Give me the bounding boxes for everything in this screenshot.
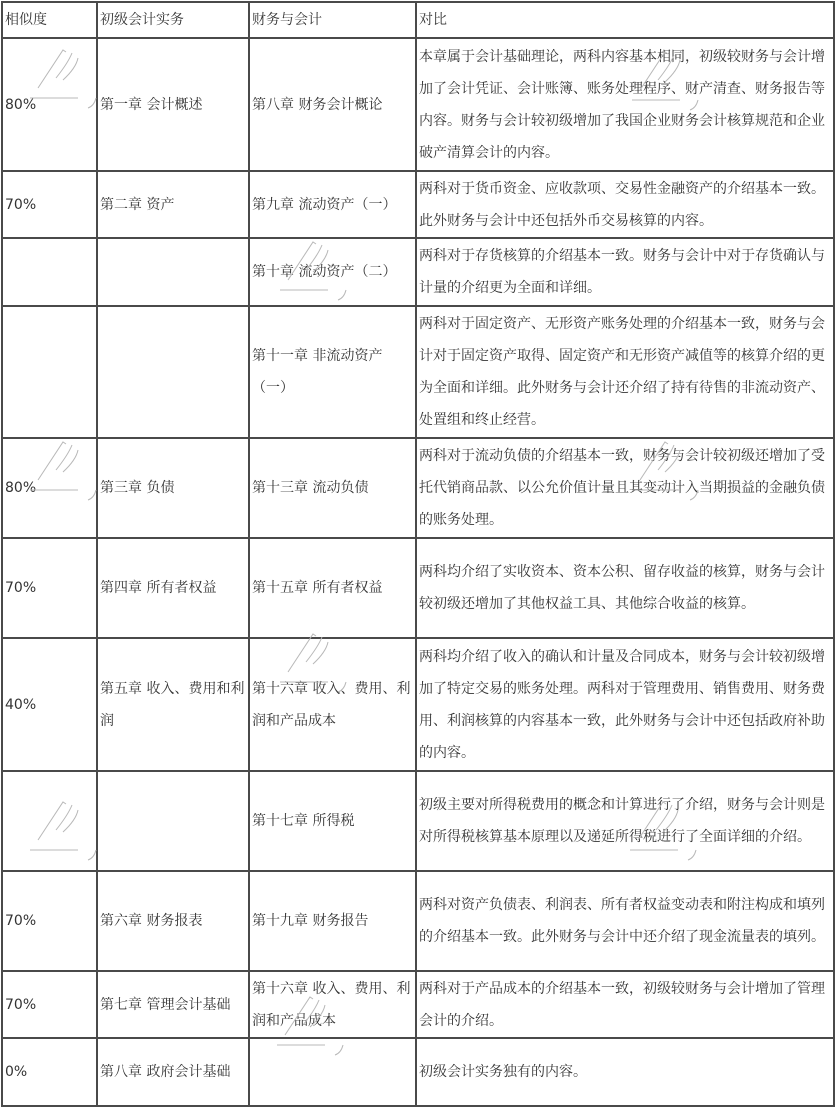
cell-finance: 第八章 财务会计概论 — [249, 38, 416, 171]
cell-junior — [97, 238, 249, 306]
cell-comparison: 初级主要对所得税费用的概念和计算进行了介绍，财务与会计则是对所得税核算基本原理以及递延所得税进行了全面详细的介绍。 — [416, 771, 834, 871]
table-row — [2, 638, 834, 771]
cell-junior: 第六章 财务报表 — [97, 871, 249, 971]
table-row — [2, 871, 834, 971]
cell-finance: 第十六章 收入、费用、利润和产品成本 — [249, 971, 416, 1038]
cell-comparison: 本章属于会计基础理论，两科内容基本相同，初级较财务与会计增加了会计凭证、会计账簿、账务处理程序、财产清查、财务报告等内容。财务与会计较初级增加了我国企业财务会计核算规范和企业破产清算会计的内容。 — [416, 38, 834, 171]
cell-similarity: 40% — [2, 638, 97, 771]
cell-junior: 第五章 收入、费用和利润 — [97, 638, 249, 771]
cell-comparison: 两科均介绍了收入的确认和计量及合同成本，财务与会计较初级增加了特定交易的账务处理。两科对于管理费用、销售费用、财务费用、利润核算的内容基本一致，此外财务与会计中还包括政府补助的内容。 — [416, 638, 834, 771]
cell-similarity: 70% — [2, 971, 97, 1038]
cell-comparison: 两科均介绍了实收资本、资本公积、留存收益的核算，财务与会计较初级还增加了其他权益工具、其他综合收益的核算。 — [416, 538, 834, 638]
cell-comparison: 两科对于货币资金、应收款项、交易性金融资产的介绍基本一致。此外财务与会计中还包括外币交易核算的内容。 — [416, 171, 834, 238]
cell-finance: 第十一章 非流动资产（一） — [249, 306, 416, 438]
cell-junior: 第一章 会计概述 — [97, 38, 249, 171]
cell-similarity — [2, 771, 97, 871]
header-comparison: 对比 — [416, 2, 834, 38]
table-header-row — [2, 2, 834, 38]
table-row — [2, 306, 834, 438]
cell-finance: 第十六章 收入、费用、利润和产品成本 — [249, 638, 416, 771]
cell-comparison: 初级会计实务独有的内容。 — [416, 1038, 834, 1106]
cell-junior: 第三章 负债 — [97, 438, 249, 538]
cell-similarity: 70% — [2, 538, 97, 638]
cell-junior — [97, 306, 249, 438]
cell-comparison: 两科对于产品成本的介绍基本一致，初级较财务与会计增加了管理会计的介绍。 — [416, 971, 834, 1038]
table-row — [2, 438, 834, 538]
header-junior-accounting: 初级会计实务 — [97, 2, 249, 38]
cell-similarity — [2, 306, 97, 438]
cell-similarity: 80% — [2, 38, 97, 171]
table-row — [2, 971, 834, 1038]
cell-junior: 第七章 管理会计基础 — [97, 971, 249, 1038]
cell-finance: 第十七章 所得税 — [249, 771, 416, 871]
cell-finance: 第九章 流动资产（一） — [249, 171, 416, 238]
table-row — [2, 538, 834, 638]
cell-similarity: 70% — [2, 171, 97, 238]
cell-comparison: 两科对于存货核算的介绍基本一致。财务与会计中对于存货确认与计量的介绍更为全面和详细。 — [416, 238, 834, 306]
table-row — [2, 171, 834, 238]
cell-finance: 第十三章 流动负债 — [249, 438, 416, 538]
cell-finance: 第十章 流动资产（二） — [249, 238, 416, 306]
cell-similarity: 70% — [2, 871, 97, 971]
cell-finance: 第十九章 财务报告 — [249, 871, 416, 971]
cell-similarity — [2, 238, 97, 306]
cell-junior: 第四章 所有者权益 — [97, 538, 249, 638]
table-row — [2, 38, 834, 171]
cell-comparison: 两科对于流动负债的介绍基本一致，财务与会计较初级还增加了受托代销商品款、以公允价值计量且其变动计入当期损益的金融负债的账务处理。 — [416, 438, 834, 538]
cell-comparison: 两科对于固定资产、无形资产账务处理的介绍基本一致，财务与会计对于固定资产取得、固定资产和无形资产减值等的核算介绍的更为全面和详细。此外财务与会计还介绍了持有待售的非流动资产、处置组和终止经营。 — [416, 306, 834, 438]
header-finance-accounting: 财务与会计 — [249, 2, 416, 38]
table-row — [2, 771, 834, 871]
cell-similarity: 80% — [2, 438, 97, 538]
cell-junior — [97, 771, 249, 871]
cell-junior: 第八章 政府会计基础 — [97, 1038, 249, 1106]
cell-finance — [249, 1038, 416, 1106]
table-row — [2, 238, 834, 306]
cell-comparison: 两科对资产负债表、利润表、所有者权益变动表和附注构成和填列的介绍基本一致。此外财务与会计中还介绍了现金流量表的填列。 — [416, 871, 834, 971]
header-similarity: 相似度 — [2, 2, 97, 38]
cell-finance: 第十五章 所有者权益 — [249, 538, 416, 638]
cell-similarity: 0% — [2, 1038, 97, 1106]
table-row — [2, 1038, 834, 1106]
cell-junior: 第二章 资产 — [97, 171, 249, 238]
comparison-table — [1, 1, 835, 1107]
